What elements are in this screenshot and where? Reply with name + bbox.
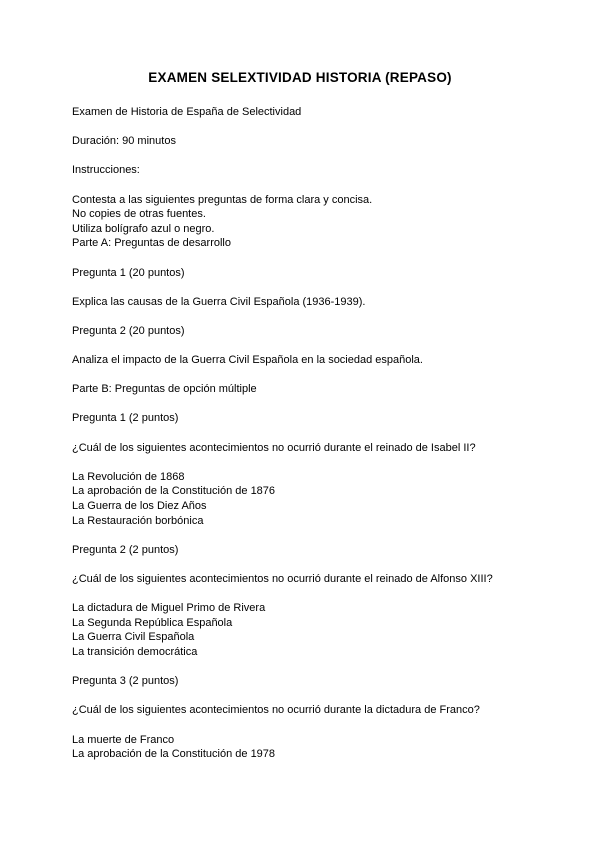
- option-item: La transición democrática: [72, 645, 198, 658]
- option-item: La Guerra de los Diez Años: [72, 500, 207, 513]
- option-item: La Restauración borbónica: [72, 514, 204, 527]
- part-a-heading: Parte A: Preguntas de desarrollo: [72, 237, 231, 250]
- option-item: La muerte de Franco: [72, 733, 175, 746]
- option-item: La aprobación de la Constitución de 1978: [72, 748, 276, 761]
- part-a-question-2-text: Analiza el impacto de la Guerra Civil Española en la sociedad española.: [72, 354, 423, 367]
- part-b-heading: Parte B: Preguntas de opción múltiple: [72, 383, 257, 396]
- part-b-question-2-heading: Pregunta 2 (2 puntos): [72, 543, 179, 556]
- option-item: La aprobación de la Constitución de 1876: [72, 485, 276, 498]
- option-item: La Segunda República Española: [72, 616, 233, 629]
- option-item: La Guerra Civil Española: [72, 631, 195, 644]
- subtitle: Examen de Historia de España de Selectividad: [72, 106, 302, 118]
- part-b-question-1-heading: Pregunta 1 (2 puntos): [72, 412, 179, 425]
- part-a-question-1-heading: Pregunta 1 (20 puntos): [72, 266, 185, 279]
- instruction-item: No copies de otras fuentes.: [72, 208, 206, 221]
- part-b-question-3-heading: Pregunta 3 (2 puntos): [72, 675, 179, 688]
- part-a-question-1-text: Explica las causas de la Guerra Civil Española (1936-1939).: [72, 295, 366, 308]
- option-item: La Revolución de 1868: [72, 470, 185, 483]
- document-title: EXAMEN SELEXTIVIDAD HISTORIA (REPASO): [148, 70, 452, 85]
- part-b-question-3-text: ¿Cuál de los siguientes acontecimientos no ocurrió durante la dictadura de Franco?: [72, 704, 480, 717]
- part-a-question-2-heading: Pregunta 2 (20 puntos): [72, 324, 185, 337]
- part-b-question-2-text: ¿Cuál de los siguientes acontecimientos no ocurrió durante el reinado de Alfonso XIII?: [72, 573, 493, 585]
- part-b-question-1-text: ¿Cuál de los siguientes acontecimientos no ocurrió durante el reinado de Isabel II?: [72, 441, 476, 454]
- option-item: La dictadura de Miguel Primo de Rivera: [72, 602, 266, 615]
- instructions-heading: Instrucciones:: [72, 164, 140, 177]
- instruction-item: Contesta a las siguientes preguntas de forma clara y concisa.: [72, 193, 373, 206]
- instruction-item: Utiliza bolígrafo azul o negro.: [72, 222, 215, 235]
- document-body: [72, 105, 542, 762]
- duration: Duración: 90 minutos: [72, 135, 176, 148]
